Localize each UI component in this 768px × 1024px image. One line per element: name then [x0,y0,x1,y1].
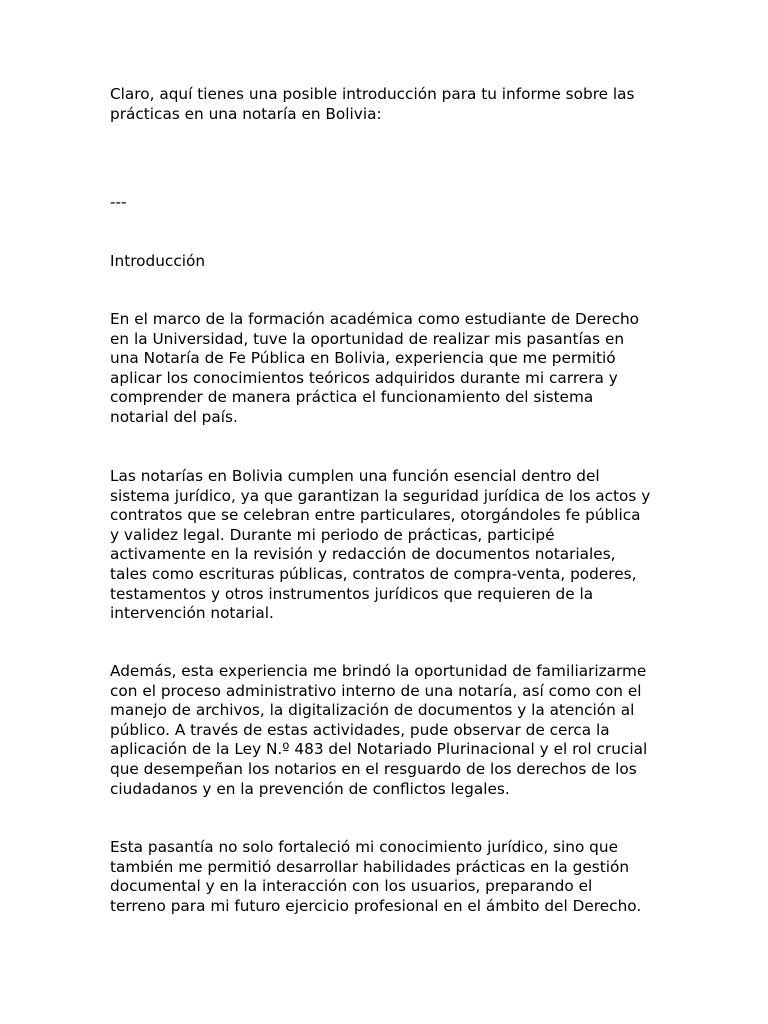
paragraph-2: Las notarías en Bolivia cumplen una función esencial dentro del sistema jurídico, ya que garantizan la seguridad jurídica de los actos y contratos que se celebran entre particulares, otorgándoles fe pública y validez legal. Durante mi periodo de prácticas, participé activamente en la revisión y redacción de documentos notariales, tales como escrituras públicas, contratos de compra-venta, poderes, testamentos y otros instrumentos jurídicos que requieren de la intervención notarial. [110,467,651,623]
paragraph-3: Además, esta experiencia me brindó la oportunidad de familiarizarme con el proceso administrativo interno de una notaría, así como con el manejo de archivos, la digitalización de documentos y la atención al público. A través de estas actividades, pude observar de cerca la aplicación de la Ley N.º 483 del Notariado Plurinacional y el rol crucial que desempeñan los notarios en el resguardo de los derechos de los ciudadanos y en la prevención de conflictos legales. [110,662,648,798]
separator-line: --- [110,193,127,211]
paragraph-1: En el marco de la formación académica como estudiante de Derecho en la Universidad, tuve la oportunidad de realizar mis pasantías en una Notaría de Fe Pública en Bolivia, experiencia que me permitió aplicar los conocimientos teóricos adquiridos durante mi carrera y comprender de manera práctica el funcionamiento del sistema notarial del país. [110,310,640,426]
intro-text: Claro, aquí tienes una posible introducción para tu informe sobre las prácticas en una notaría en Bolivia: [110,85,635,123]
paragraph-4: Esta pasantía no solo fortaleció mi conocimiento jurídico, sino que también me permitió desarrollar habilidades prácticas en la gestión documental y en la interacción con los usuarios, preparando el terreno para mi futuro ejercicio profesional en el ámbito del Derecho. [110,838,642,915]
section-heading: Introducción [110,252,206,270]
